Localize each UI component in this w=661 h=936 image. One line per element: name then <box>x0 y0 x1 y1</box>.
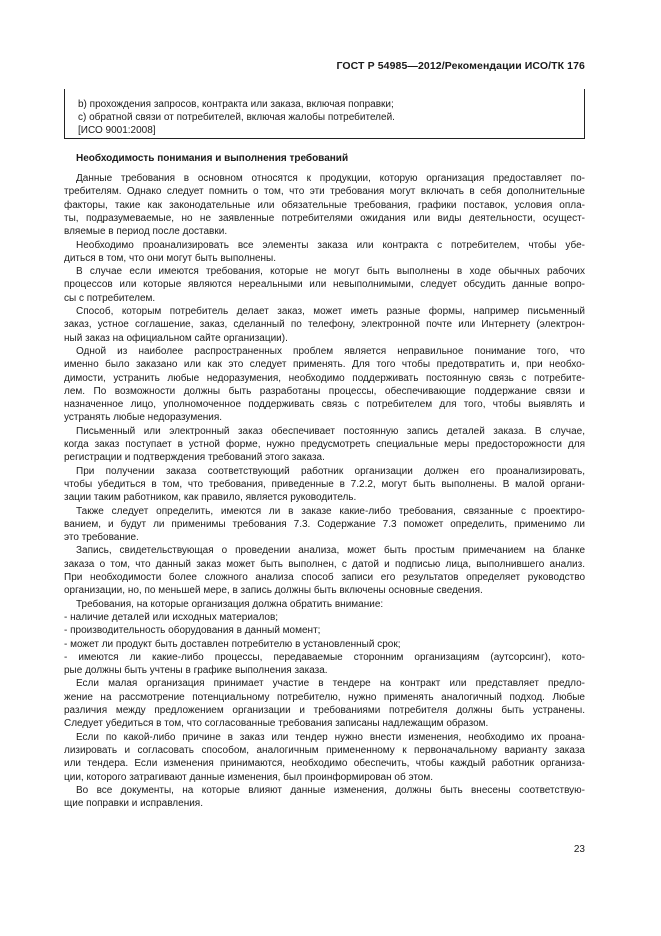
text-line: щие поправки и исправления. <box>64 798 203 810</box>
document-header: ГОСТ Р 54985—2012/Рекомендации ИСО/ТК 176 <box>336 60 585 72</box>
text-line: лизировать и согласовать способом, аналогичным примененному к первоначальному варианту заказа <box>64 744 585 756</box>
text-line: Одной из наиболее распространенных проблем является неправильное понимание того, что <box>76 345 585 357</box>
text-line: - имеются ли какие-либо процессы, передаваемые сторонним организациям (аутсорсинг), кото- <box>64 651 585 663</box>
text-line: лем. По возможности должны быть разработаны процессы, обеспечивающие поддержание связи и <box>64 385 585 397</box>
text-line: вляемые в период после доставки. <box>64 226 228 238</box>
text-line: регистрации и подтверждения требований этого заказа. <box>64 452 325 464</box>
text-line: - производительность оборудования в данный момент; <box>64 625 321 637</box>
text-line: - наличие деталей или исходных материалов; <box>64 611 279 623</box>
text-line: При получении заказа соответствующий работник организации должен его проанализировать, <box>76 465 585 477</box>
text-line: ный заказ на официальном сайте организации). <box>64 332 288 344</box>
text-line: При необходимости более сложного анализа способ записи его результатов определяет руководство <box>64 572 585 583</box>
text-line: Данные требования в основном относятся к продукции, которую организация предоставляет по- <box>76 173 585 184</box>
text-line: В случае если имеются требования, которые не могут быть выполнены в ходе обычных рабочих <box>76 266 585 278</box>
text-line: Во все документы, на которые влияют данные изменения, должны быть внесены соответствую- <box>76 784 585 796</box>
text-line: Запись, свидетельствующая о проведении анализа, может быть простым примечанием на бланке <box>76 545 585 557</box>
text-line: заказ, устное соглашение, заказ, сделанный по телефону, электронной почте или Интернету (электрон- <box>64 319 585 331</box>
section-heading: Необходимость понимания и выполнения требований <box>76 153 349 164</box>
text-line: факторы, такие как законодательные или обязательные требования, графики поставок, условия опла- <box>64 199 585 211</box>
text-line: Если малая организация принимает участие в тендере на контракт или представляет предло- <box>76 678 585 690</box>
text-line: различия между предложением организации и требованиями потребителя должны быть устранены. <box>64 705 585 716</box>
text-line: ванием, и будут ли применимы требования 7.3. Содержание 7.3 поможет определить, применимо ли <box>64 518 585 530</box>
text-line: Письменный или электронный заказ обеспечивает постоянную запись деталей заказа. В случае, <box>76 425 585 437</box>
text-line: чтобы убедиться в том, что требования, приведенные в 7.2.2, могут быть выполнены. В малой органи- <box>64 478 585 490</box>
text-line: - может ли продукт быть доставлен потребителю в установленный срок; <box>64 638 401 650</box>
text-line: Следует убедиться в том, что согласованные требования записаны надлежащим образом. <box>64 718 489 730</box>
box-line: b) прохождения запросов, контракта или заказа, включая поправки; <box>78 99 394 110</box>
text-line: зации таким работником, как правило, является руководитель. <box>64 492 357 504</box>
box-line: c) обратной связи от потребителей, включая жалобы потребителей. <box>78 112 395 123</box>
text-line: рые должны быть учтены в графике выполнения заказа. <box>64 665 328 677</box>
text-line: ции, которого затрагивают данные изменения, был проинформирован об этом. <box>64 771 434 783</box>
text-line: сы с потребителем. <box>64 292 156 304</box>
text-line: жение на рассмотрение потенциальному потребителю, нужно применять аналогичный подход. Любые <box>64 691 585 703</box>
text-line: Способ, которым потребитель делает заказ, может иметь разные формы, например письменный <box>76 306 585 317</box>
text-line: требителям. Однако следует помнить о том, что эти требования могут включать в себя дополнительные <box>64 186 585 198</box>
text-line: Требования, на которые организация должна обратить внимание: <box>76 598 384 610</box>
text-line: организации, но, по меньшей мере, в запись должны быть включены основные сведения. <box>64 585 483 597</box>
text-line: заказа о том, что данный заказ может быть выполнен, с датой и подписью лица, выполнившего анализ. <box>64 558 585 570</box>
text-line: или тендера. Если изменения принимаются, необходимо обеспечить, чтобы каждый работник организа- <box>64 758 585 770</box>
page-number: 23 <box>573 844 585 855</box>
text-line: именно было заказано или как это следует применять. Для того чтобы предотвратить и, при необхо- <box>64 359 585 371</box>
text-line: димости, устранить любые недоразумения, необходимо поддерживать постоянную связь с потребите- <box>64 372 585 384</box>
text-line: Если по какой-либо причине в заказ или тендер нужно внести изменения, необходимо их проана- <box>76 731 585 743</box>
text-line: диться в том, что они могут быть выполнены. <box>64 252 277 264</box>
text-line: назначенное лицо, уполномоченное поддерживать связь с потребителем для того, чтобы выявлять и <box>64 399 585 411</box>
text-line: Также следует определить, имеются ли в заказе какие-либо требования, связанные с проектиро- <box>76 505 585 517</box>
text-line: процессов или которые являются нереальными или невыполнимыми, следует обсудить данные вопро- <box>64 279 585 291</box>
text-line: это требование. <box>64 532 139 544</box>
text-line: устранять любые недоразумения. <box>64 412 223 424</box>
text-line: когда заказ поступает в устной форме, нужно предусмотреть специальные меры предосторожности для <box>64 439 585 450</box>
box-line: [ИСО 9001:2008] <box>78 125 156 136</box>
text-line: ты, подразумеваемые, но не заявленные потребителями ожидания или виды деятельности, осущест- <box>64 212 585 224</box>
text-line: Необходимо проанализировать все элементы заказа или контракта с потребителем, чтобы убе- <box>76 239 585 251</box>
